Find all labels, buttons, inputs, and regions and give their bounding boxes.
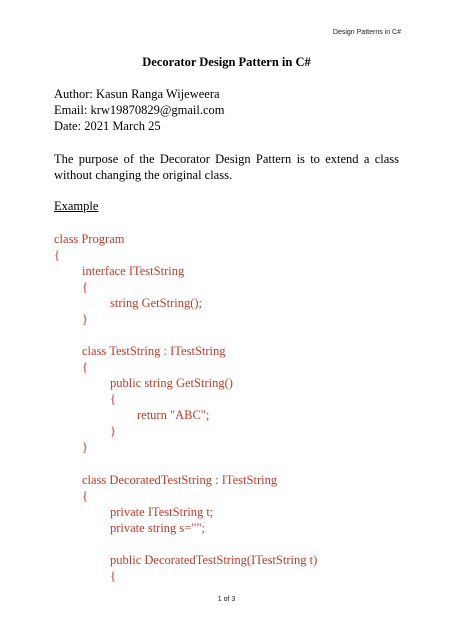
code-line: { <box>82 360 88 374</box>
code-line: class TestString : ITestString <box>82 344 226 358</box>
code-line: } <box>110 424 116 438</box>
code-line: { <box>110 392 116 406</box>
document-title: Decorator Design Pattern in C# <box>142 55 311 69</box>
date-line: Date: 2021 March 25 <box>54 119 161 133</box>
code-line: { <box>82 489 88 503</box>
code-line: class DecoratedTestString : ITestString <box>82 473 278 487</box>
code-line: public string GetString() <box>110 376 233 390</box>
code-line: interface ITestString <box>82 264 185 278</box>
code-line: string GetString(); <box>110 296 203 310</box>
code-line: { <box>110 569 116 583</box>
code-line: return "ABC"; <box>137 408 210 422</box>
code-line: { <box>82 280 88 294</box>
author-line: Author: Kasun Ranga Wijeweera <box>54 87 220 101</box>
code-line: public DecoratedTestString(ITestString t) <box>110 553 318 567</box>
page-number: 1 of 3 <box>217 596 236 603</box>
email-line: Email: krw19870829@gmail.com <box>54 103 225 117</box>
code-line: } <box>82 440 88 454</box>
code-line: private ITestString t; <box>110 505 214 519</box>
code-line: class Program <box>54 232 125 246</box>
purpose-paragraph: The purpose of the Decorator Design Pattern is to extend a class without changing the original class. <box>54 152 399 182</box>
code-line: { <box>54 248 60 262</box>
code-line: } <box>82 312 88 326</box>
code-line: private string s=""; <box>110 521 206 535</box>
running-header: Design Patterns in C# <box>332 29 401 36</box>
example-heading: Example <box>54 199 99 213</box>
